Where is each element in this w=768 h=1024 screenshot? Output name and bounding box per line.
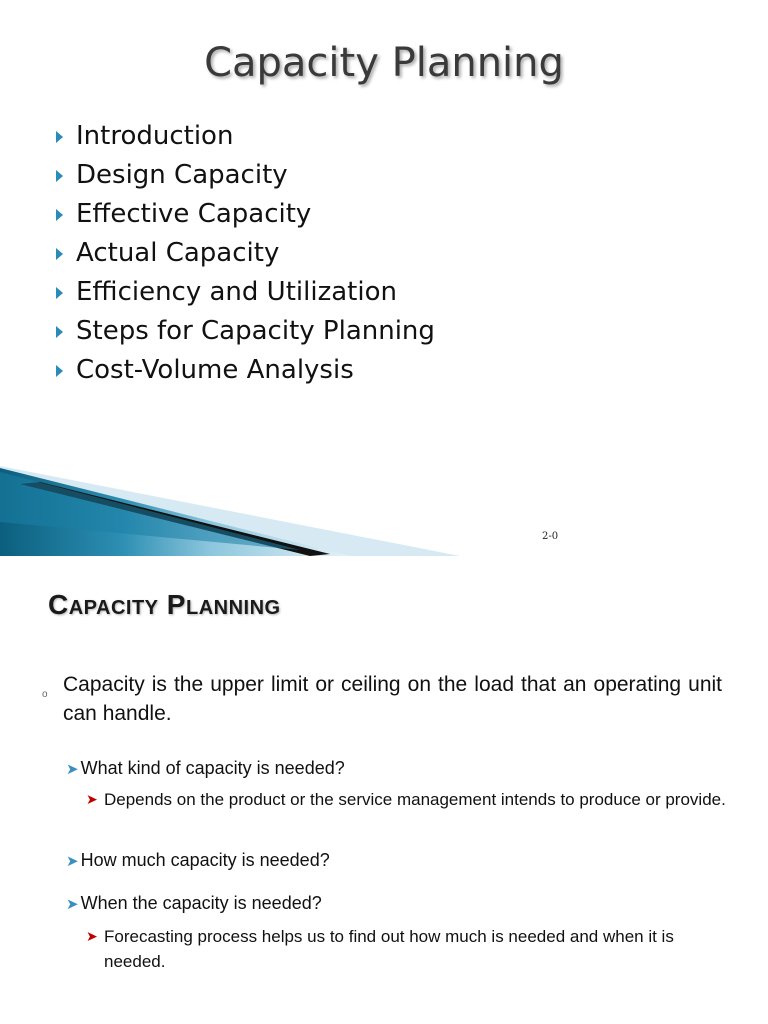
main-point-text: Capacity is the upper limit or ceiling on the load that an operating unit can handle. <box>63 673 722 725</box>
triangle-bullet-icon <box>56 326 63 338</box>
arrow-bullet-icon: ➤ <box>86 791 98 807</box>
arrow-bullet-icon: ➤ <box>66 853 79 870</box>
triangle-bullet-icon <box>56 248 63 260</box>
decorative-swoosh <box>0 462 470 556</box>
agenda-item: Steps for Capacity Planning <box>54 312 435 351</box>
agenda-item: Actual Capacity <box>54 234 435 273</box>
question-subpoint: ➤ Forecasting process helps us to find out how much is needed and when it is needed. <box>86 924 726 974</box>
arrow-bullet-icon: ➤ <box>66 896 79 913</box>
agenda-list <box>54 117 435 390</box>
agenda-item: Effective Capacity <box>54 195 435 234</box>
main-point <box>42 670 722 728</box>
question-item: ➤ How much capacity is needed? <box>66 850 330 870</box>
agenda-item: Introduction <box>54 117 435 156</box>
triangle-bullet-icon <box>56 365 63 377</box>
slide-2-title: Capacity Planning <box>48 589 281 620</box>
question-item: ➤ What kind of capacity is needed? <box>66 758 345 778</box>
triangle-bullet-icon <box>56 287 63 299</box>
question-subpoint: ➤ Depends on the product or the service management intends to produce or provide. <box>86 787 726 812</box>
arrow-bullet-icon: ➤ <box>86 928 98 944</box>
page-number: 2-0 <box>542 531 559 542</box>
agenda-item: Cost-Volume Analysis <box>54 351 435 390</box>
triangle-bullet-icon <box>56 170 63 182</box>
triangle-bullet-icon <box>56 131 63 143</box>
arrow-bullet-icon: ➤ <box>66 761 79 778</box>
agenda-item: Efficiency and Utilization <box>54 273 435 312</box>
agenda-item: Design Capacity <box>54 156 435 195</box>
slide-2 <box>0 556 768 1024</box>
question-item: ➤ When the capacity is needed? <box>66 893 322 913</box>
triangle-bullet-icon <box>56 209 63 221</box>
circle-bullet-icon: o <box>42 689 48 700</box>
slide-1-title: Capacity Planning <box>204 40 564 86</box>
